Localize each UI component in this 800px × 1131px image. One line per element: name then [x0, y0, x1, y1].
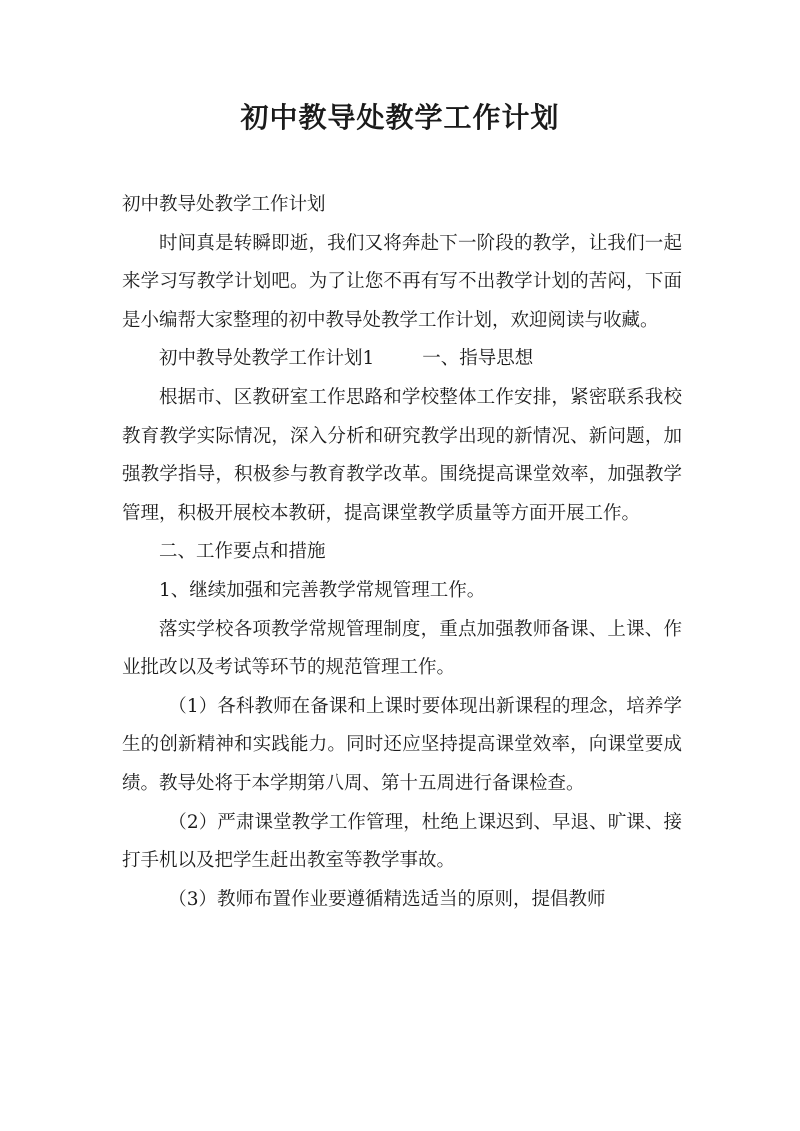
paragraph-routine-management: 落实学校各项教学常规管理制度，重点加强教师备课、上课、作业批改以及考试等环节的规范管理工作。	[122, 618, 682, 679]
paragraph-plan-heading	[122, 340, 682, 379]
plan-number-heading: 初中教导处教学工作计划1	[159, 348, 375, 370]
paragraph-point-1: 1、继续加强和完善教学常规管理工作。	[159, 579, 486, 601]
section-heading-guiding-thought: 一、指导思想	[422, 348, 534, 370]
paragraph-intro: 时间真是转瞬即逝，我们又将奔赴下一阶段的教学，让我们一起来学习写教学计划吧。为了让您不再有写不出教学计划的苦闷，下面是小编帮大家整理的初中教导处教学工作计划，欢迎阅读与收藏。	[122, 232, 682, 331]
paragraph-item-3: （3）教师布置作业要遵循精选适当的原则，提倡教师	[168, 888, 606, 910]
document-title: 初中教导处教学工作计划	[240, 101, 560, 134]
section-heading-key-points: 二、工作要点和措施	[159, 541, 326, 563]
paragraph-subtitle: 初中教导处教学工作计划	[122, 194, 326, 215]
document-body	[122, 186, 682, 919]
paragraph-guiding-thought: 根据市、区教研室工作思路和学校整体工作安排，紧密联系我校教育教学实际情况，深入分析和研究教学出现的新情况、新问题，加强教学指导，积极参与教育教学改革。围绕提高课堂效率，加强教学管理，积极开展校本教研，提高课堂教学质量等方面开展工作。	[122, 386, 682, 524]
paragraph-item-1: （1）各科教师在备课和上课时要体现出新课程的理念，培养学生的创新精神和实践能力。同时还应坚持提高课堂效率，向课堂要成绩。教导处将于本学期第八周、第十五周进行备课检查。	[122, 695, 682, 794]
paragraph-item-2: （2）严肃课堂教学工作管理，杜绝上课迟到、早退、旷课、接打手机以及把学生赶出教室等教学事故。	[122, 811, 682, 872]
